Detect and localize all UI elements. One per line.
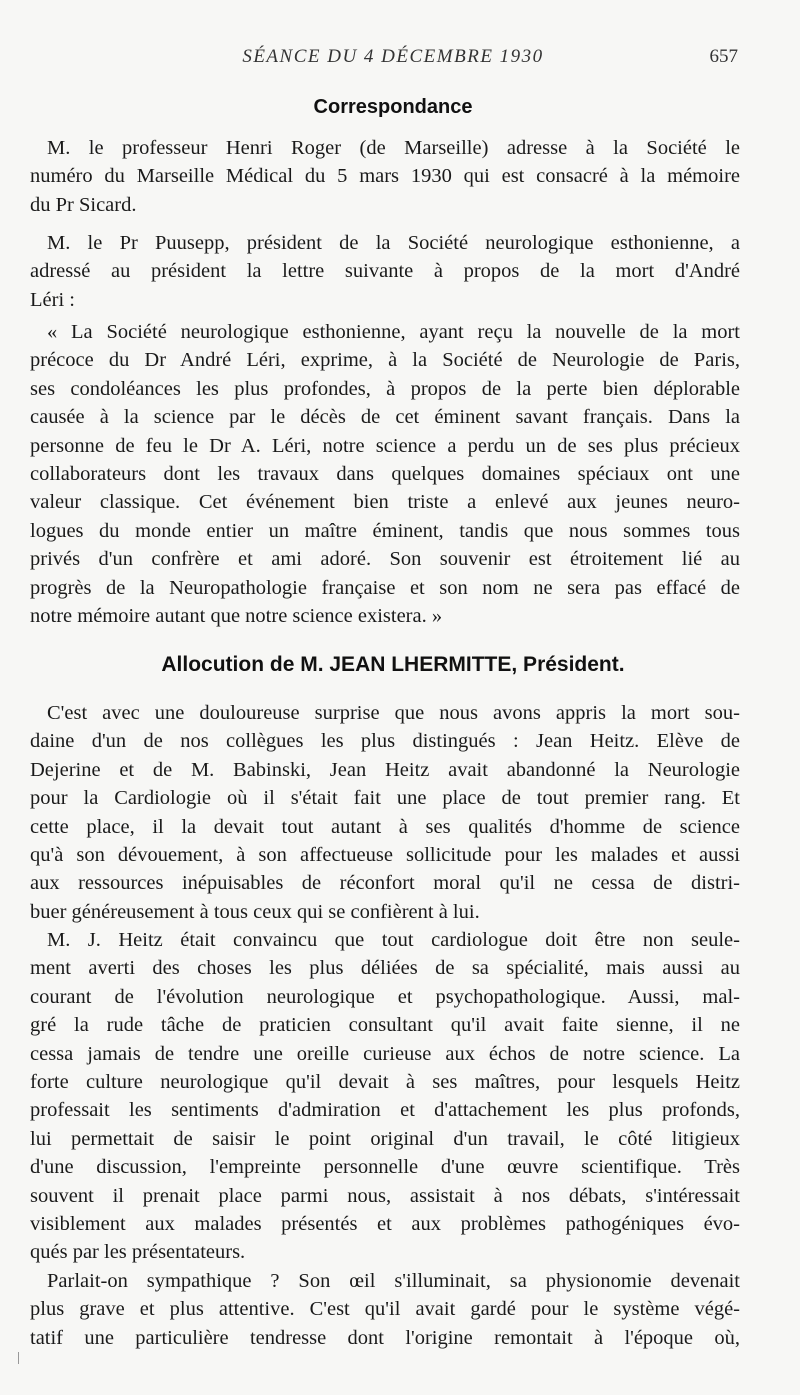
text-line: numéro du Marseille Médical du 5 mars 1930 qui est consacré à la mémoire — [30, 165, 740, 188]
text-line: pour la Cardiologie où il s'était fait une place de tout premier rang. Et — [30, 787, 740, 810]
text-line: courant de l'évolution neurologique et psychopathologique. Aussi, mal- — [30, 985, 740, 1008]
text-line: notre mémoire autant que notre science existera. » — [30, 604, 443, 627]
paragraph-heitz-culture — [30, 926, 740, 1267]
text-line: C'est avec une douloureuse surprise que nous avons appris la mort sou- — [47, 702, 740, 724]
paragraph-heitz-intro — [30, 699, 740, 926]
text-line: aux ressources inépuisables de réconfort moral qu'il ne cessa de distri- — [30, 872, 740, 895]
page-number: 657 — [709, 46, 738, 67]
section-title-correspondance: Correspondance — [313, 96, 473, 118]
text-line: progrès de la Neuropathologie française et son nom ne sera pas effacé de — [30, 576, 740, 599]
paragraph-puusepp — [30, 229, 740, 314]
text-line: du Pr Sicard. — [30, 193, 137, 216]
text-line: qués par les présentateurs. — [30, 1241, 246, 1264]
text-line: M. J. Heitz était convaincu que tout cardiologue doit être non seule- — [47, 929, 740, 951]
text-line: d'une discussion, l'empreinte personnelle d'une œuvre scientifique. Très — [30, 1156, 740, 1179]
text-line: personne de feu le Dr A. Léri, notre science a perdu un de ses plus précieux — [30, 434, 740, 457]
text-line: qu'à son dévouement, à son affectueuse sollicitude pour les malades et aussi — [30, 843, 740, 866]
text-line: forte culture neurologique qu'il devait à ses maîtres, pour lesquels Heitz — [30, 1070, 740, 1093]
text-line: privés d'un confrère et ami adoré. Son souvenir est étroitement lié au — [30, 548, 740, 571]
text-line: M. le Pr Puusepp, président de la Société neurologique esthonienne, a — [47, 232, 740, 254]
text-line: souvent il prenait place parmi nous, assistait à nos débats, s'intéressait — [30, 1184, 740, 1207]
text-line: ment averti des choses les plus déliées de sa spécialité, mais aussi au — [30, 957, 740, 980]
text-line: gré la rude tâche de praticien consultant qu'il avait faite sienne, il ne — [30, 1014, 740, 1037]
section-title-allocution: Allocution de M. JEAN LHERMITTE, Président. — [161, 653, 625, 676]
text-line: Parlait-on sympathique ? Son œil s'illuminait, sa physionomie devenait — [47, 1270, 740, 1292]
text-line: cette place, il la devait tout autant à ses qualités d'homme de science — [30, 815, 740, 838]
text-line: plus grave et plus attentive. C'est qu'il avait gardé pour le système végé- — [30, 1298, 740, 1321]
text-line: visiblement aux malades présentés et aux problèmes pathogéniques évo- — [30, 1212, 740, 1235]
text-line: valeur classique. Cet événement bien triste a enlevé aux jeunes neuro- — [30, 491, 740, 514]
text-line: M. le professeur Henri Roger (de Marseille) adresse à la Société le — [47, 137, 740, 159]
text-line: causée à la science par le décès de cet éminent savant français. Dans la — [30, 406, 740, 429]
text-line: professait les sentiments d'admiration et d'attachement les plus profonds, — [30, 1099, 740, 1122]
paragraph-roger — [30, 134, 740, 219]
text-line: adressé au président la lettre suivante à propos de la mort d'André — [30, 260, 740, 283]
text-line: précoce du Dr André Léri, exprime, à la Société de Neurologie de Paris, — [30, 349, 740, 372]
text-line: logues du monde entier un maître éminent, tandis que nous sommes tous — [30, 519, 740, 542]
text-line: Léri : — [30, 288, 75, 311]
paragraph-heitz-sympathique — [30, 1267, 740, 1352]
quoted-letter — [30, 318, 740, 630]
running-title: SÉANCE DU 4 DÉCEMBRE 1930 — [242, 46, 544, 67]
text-line: tatif une particulière tendresse dont l'origine remontait à l'époque où, — [30, 1326, 740, 1349]
text-line: « La Société neurologique esthonienne, ayant reçu la nouvelle de la mort — [47, 321, 740, 343]
margin-mark — [18, 1352, 19, 1364]
text-line: collaborateurs dont les travaux dans quelques domaines spéciaux ont une — [30, 462, 740, 485]
text-line: daine d'un de nos collègues les plus distingués : Jean Heitz. Elève de — [30, 730, 740, 753]
text-line: Dejerine et de M. Babinski, Jean Heitz avait abandonné la Neurologie — [30, 758, 740, 781]
text-line: buer généreusement à tous ceux qui se confièrent à lui. — [30, 900, 480, 923]
text-line: lui permettait de saisir le point original d'un travail, le côté litigieux — [30, 1127, 740, 1150]
running-header — [48, 46, 738, 76]
text-line: ses condoléances les plus profondes, à propos de la perte bien déplorable — [30, 377, 740, 400]
text-line: cessa jamais de tendre une oreille curieuse aux échos de notre science. La — [30, 1042, 740, 1065]
